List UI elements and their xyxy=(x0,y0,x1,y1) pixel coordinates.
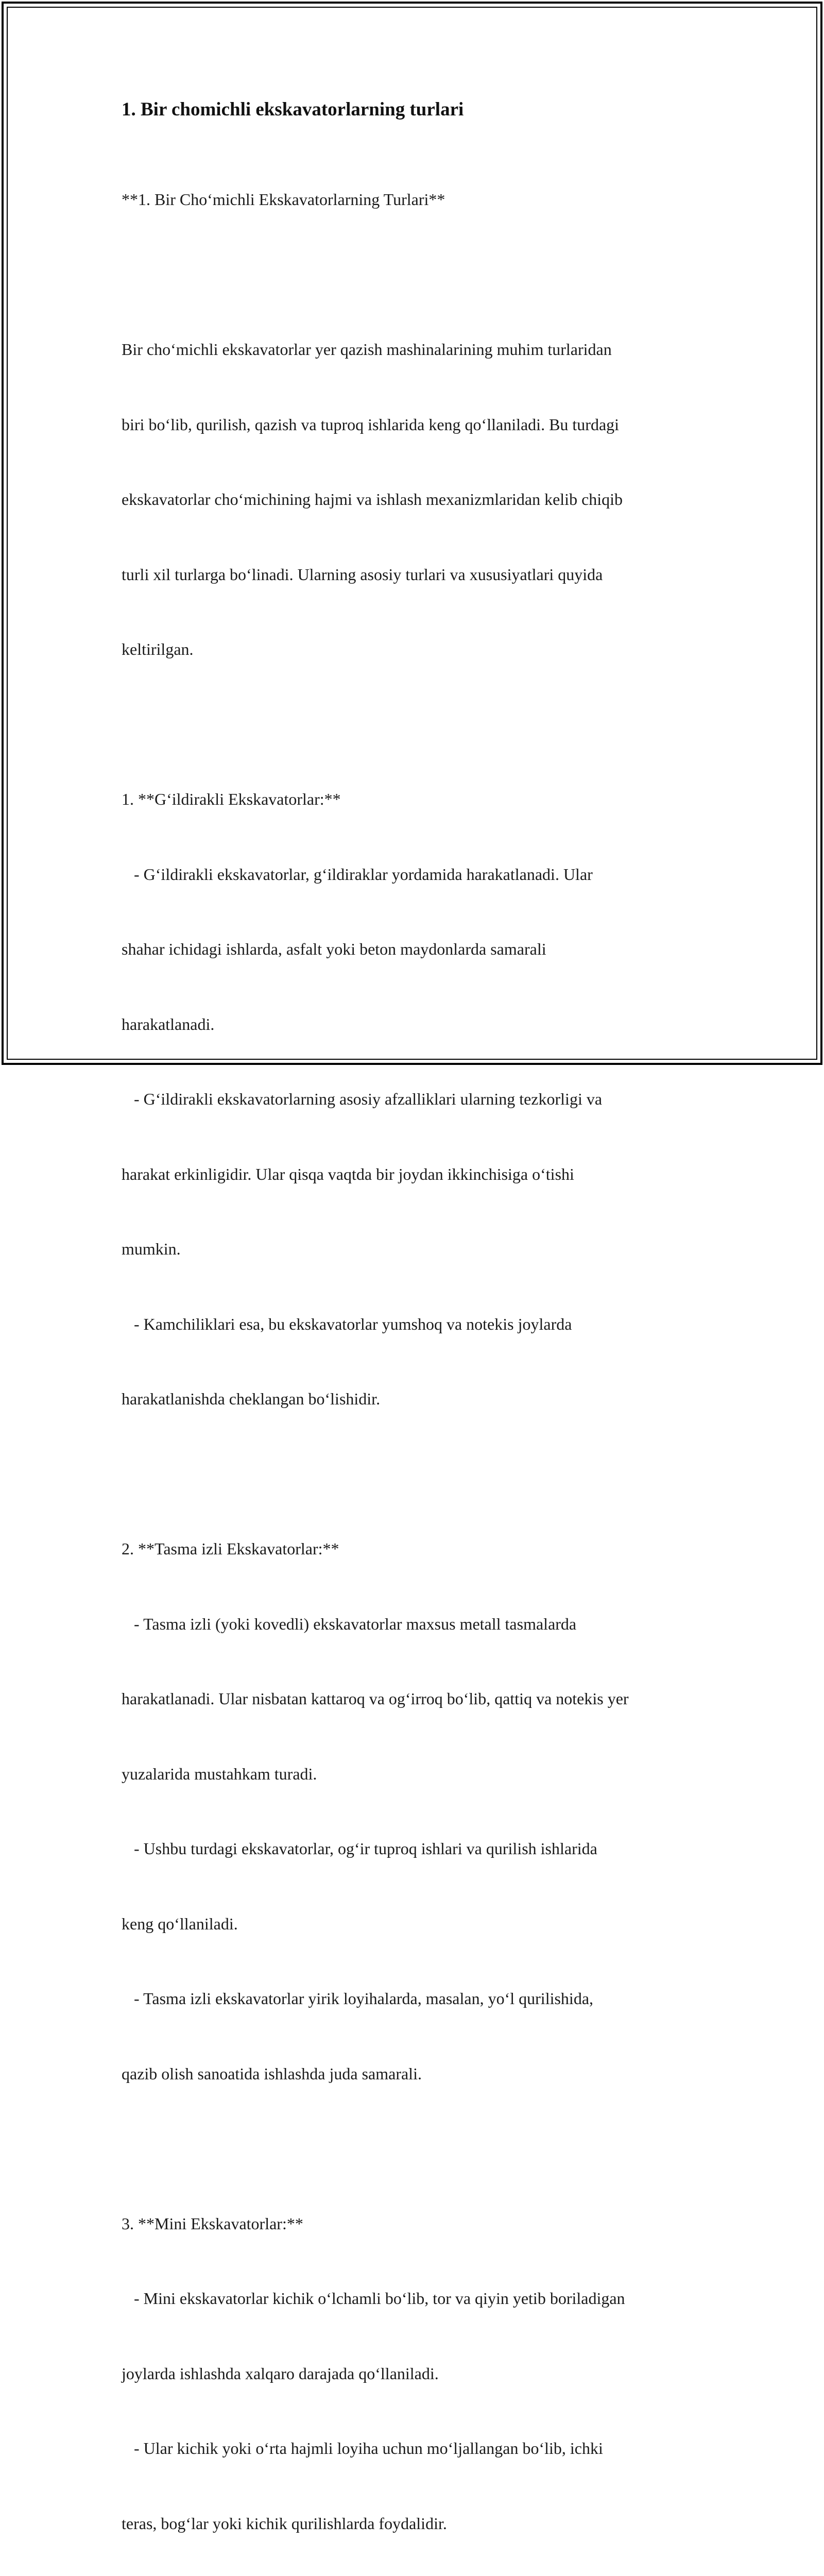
text-line: qazib olish sanoatida ishlashda juda samarali. xyxy=(122,2064,422,2083)
text-line: - G‘ildirakli ekskavatorlar, g‘ildiraklar yordamida harakatlanadi. Ular xyxy=(122,865,593,884)
text-line: joylarda ishlashda xalqaro darajada qo‘llaniladi. xyxy=(122,2364,439,2383)
text-line: - G‘ildirakli ekskavatorlarning asosiy afzalliklari ularning tezkorligi va xyxy=(122,1090,603,1108)
text-line: - Tasma izli ekskavatorlar yirik loyihalarda, masalan, yo‘l qurilishida, xyxy=(122,1989,594,2008)
text-line xyxy=(122,2136,714,2161)
text-line: turli xil turlarga bo‘linadi. Ularning asosiy turlari va xususiyatlari quyida xyxy=(122,565,603,584)
text-line: - Ular kichik yoki o‘rta hajmli loyiha uchun mo‘ljallangan bo‘lib, ichki xyxy=(122,2439,603,2458)
text-line: harakat erkinligidir. Ular qisqa vaqtda bir joydan ikkinchisiga o‘tishi xyxy=(122,1164,574,1183)
text-line: harakatlanadi. xyxy=(122,1014,215,1033)
text-line: teras, bog‘lar yoki kichik qurilishlarda foydalidir. xyxy=(122,2514,447,2533)
text-line xyxy=(122,712,714,737)
text-line: **1. Bir Cho‘michli Ekskavatorlarning Turlari** xyxy=(122,190,445,209)
text-line: biri bo‘lib, qurilish, qazish va tuproq ishlarida keng qo‘llaniladi. Bu turdagi xyxy=(122,415,620,434)
text-line xyxy=(122,1462,714,1487)
text-line: harakatlanishda cheklangan bo‘lishidir. xyxy=(122,1389,381,1408)
document-content xyxy=(122,96,714,2576)
document-heading: 1. Bir chomichli ekskavatorlarning turlari xyxy=(122,99,464,120)
document-body xyxy=(122,137,714,2576)
text-line: mumkin. xyxy=(122,1240,181,1258)
text-line: - Ushbu turdagi ekskavatorlar, og‘ir tuproq ishlari va qurilish ishlarida xyxy=(122,1839,597,1858)
text-line: - Mini ekskavatorlar kichik o‘lchamli bo‘lib, tor va qiyin yetib boriladigan xyxy=(122,2289,625,2308)
text-line: - Kamchiliklari esa, bu ekskavatorlar yumshoq va notekis joylarda xyxy=(122,1314,572,1333)
text-line: 2. **Tasma izli Ekskavatorlar:** xyxy=(122,1539,339,1558)
text-line: keltirilgan. xyxy=(122,640,194,658)
text-line: Bir cho‘michli ekskavatorlar yer qazish mashinalarining muhim turlaridan xyxy=(122,340,612,359)
text-line: ekskavatorlar cho‘michining hajmi va ishlash mexanizmlaridan kelib chiqib xyxy=(122,490,623,509)
text-line: 1. **G‘ildirakli Ekskavatorlar:** xyxy=(122,790,341,808)
text-line: 3. **Mini Ekskavatorlar:** xyxy=(122,2214,303,2233)
text-line xyxy=(122,262,714,287)
text-line: shahar ichidagi ishlarda, asfalt yoki beton maydonlarda samarali xyxy=(122,940,546,958)
text-line: keng qo‘llaniladi. xyxy=(122,1914,238,1933)
text-line: yuzalarida mustahkam turadi. xyxy=(122,1764,317,1783)
text-line: - Tasma izli (yoki kovedli) ekskavatorlar maxsus metall tasmalarda xyxy=(122,1614,577,1633)
text-line: harakatlanadi. Ular nisbatan kattaroq va og‘irroq bo‘lib, qattiq va notekis yer xyxy=(122,1689,629,1708)
